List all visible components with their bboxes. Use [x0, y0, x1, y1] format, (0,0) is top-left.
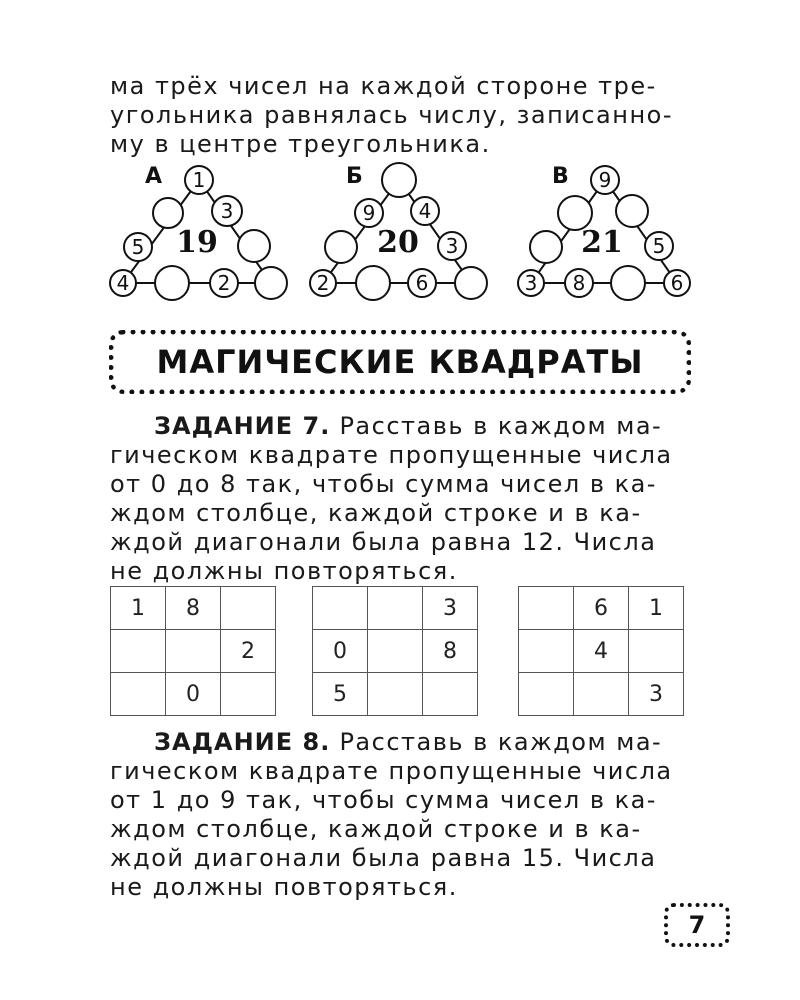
square-cell[interactable] [111, 630, 166, 673]
table-row [313, 673, 478, 716]
task8-first-line [110, 728, 690, 757]
square-cell[interactable]: 6 [574, 587, 629, 630]
square-cell[interactable] [519, 673, 574, 716]
task8-line: от 1 до 9 так, чтобы сумма чисел в ка- [110, 786, 657, 814]
triangle-label: Б [346, 164, 363, 189]
svg-text:4: 4 [418, 199, 432, 223]
task8-label: ЗАДАНИЕ 8. [154, 728, 331, 756]
triangle-label: В [552, 164, 569, 189]
table-row [111, 673, 276, 716]
page-number: 7 [688, 911, 706, 939]
svg-text:2: 2 [217, 271, 231, 295]
circle-slot[interactable] [355, 199, 383, 227]
triangle-b [310, 163, 487, 300]
square-cell[interactable] [629, 630, 684, 673]
section-heading-box [109, 330, 691, 394]
svg-text:2: 2 [316, 271, 330, 295]
svg-text:6: 6 [415, 271, 429, 295]
task7-label: ЗАДАНИЕ 7. [154, 412, 331, 440]
task7-line: не должны повторяться. [110, 557, 458, 585]
intro-line: му в центре треугольника. [110, 130, 491, 158]
triangle-sum: 21 [581, 225, 623, 260]
square-cell[interactable] [221, 587, 276, 630]
circle-slot[interactable] [212, 196, 242, 226]
circle-slot[interactable] [530, 231, 562, 263]
square-cell[interactable] [368, 673, 423, 716]
task7-line: ждой диагонали была равна 12. Числа [110, 528, 657, 556]
square-cell[interactable]: 0 [166, 673, 221, 716]
svg-text:5: 5 [652, 234, 666, 258]
magic-square-3 [518, 586, 684, 716]
circle-slot[interactable] [616, 195, 648, 227]
square-cell[interactable]: 3 [423, 587, 478, 630]
square-cell[interactable]: 1 [111, 587, 166, 630]
page-number-box [664, 903, 730, 947]
circle-slot[interactable] [438, 232, 466, 260]
square-cell[interactable]: 4 [574, 630, 629, 673]
svg-text:4: 4 [116, 271, 130, 295]
triangles-figure [0, 0, 800, 320]
square-cell[interactable] [519, 630, 574, 673]
task7-line: от 0 до 8 так, чтобы сумма чисел в ка- [110, 470, 657, 498]
square-cell[interactable]: 0 [313, 630, 368, 673]
square-cell[interactable]: 8 [166, 587, 221, 630]
circle-slot[interactable] [664, 270, 690, 296]
table-row [313, 630, 478, 673]
square-cell[interactable] [313, 587, 368, 630]
triangle-sum: 20 [377, 225, 419, 260]
task7-line: ждом столбце, каждой строке и в ка- [110, 499, 642, 527]
task7-paragraph [110, 412, 690, 586]
task8-first-line-text: Расставь в каждом ма- [330, 728, 663, 756]
intro-line: ма трёх чисел на каждой стороне тре- [110, 72, 657, 100]
square-cell[interactable]: 3 [629, 673, 684, 716]
task8-line: ждой диагонали была равна 15. Числа [110, 844, 657, 872]
circle-slot[interactable] [408, 269, 436, 297]
circle-slot[interactable] [356, 266, 390, 300]
circle-slot[interactable] [110, 270, 136, 296]
svg-text:3: 3 [220, 199, 234, 223]
circle-slot[interactable] [611, 266, 645, 300]
table-row [111, 630, 276, 673]
circle-slot[interactable] [155, 266, 189, 300]
triangle-v [518, 164, 690, 300]
svg-text:9: 9 [362, 201, 376, 225]
circle-slot[interactable] [411, 197, 439, 225]
square-cell[interactable] [519, 587, 574, 630]
square-cell[interactable] [166, 630, 221, 673]
table-row [519, 673, 684, 716]
svg-text:3: 3 [524, 271, 538, 295]
svg-text:6: 6 [670, 271, 684, 295]
circle-slot[interactable] [325, 231, 357, 263]
circle-slot[interactable] [185, 166, 213, 194]
circle-slot[interactable] [382, 163, 416, 197]
triangle-label: А [145, 164, 163, 189]
svg-text:3: 3 [445, 234, 459, 258]
task7-first-line [110, 412, 690, 441]
magic-square-1 [110, 586, 276, 716]
circle-slot[interactable] [310, 270, 336, 296]
task8-line: гическом квадрате пропущенные числа [110, 757, 673, 785]
svg-text:1: 1 [192, 168, 206, 192]
square-cell[interactable] [221, 673, 276, 716]
magic-square-2 [312, 586, 478, 716]
circle-slot[interactable] [518, 270, 544, 296]
circle-slot[interactable] [591, 166, 619, 194]
task7-line: гическом квадрате пропущенные числа [110, 441, 673, 469]
circle-slot[interactable] [558, 196, 592, 230]
table-row [519, 630, 684, 673]
triangle-sum: 19 [176, 225, 218, 260]
circle-slot[interactable] [455, 267, 487, 299]
circle-slot[interactable] [210, 269, 238, 297]
table-row [519, 587, 684, 630]
svg-text:9: 9 [598, 168, 612, 192]
circle-slot[interactable] [565, 269, 593, 297]
square-cell[interactable]: 1 [629, 587, 684, 630]
svg-text:8: 8 [572, 271, 586, 295]
square-cell[interactable] [574, 673, 629, 716]
square-cell[interactable] [423, 673, 478, 716]
intro-line: угольника равнялась числу, записанно- [110, 101, 673, 129]
svg-text:5: 5 [131, 235, 145, 259]
table-row [111, 587, 276, 630]
circle-slot[interactable] [238, 230, 270, 262]
circle-slot[interactable] [124, 233, 152, 261]
circle-slot[interactable] [153, 198, 183, 228]
square-cell[interactable] [111, 673, 166, 716]
square-cell[interactable] [368, 630, 423, 673]
task7-first-line-text: Расставь в каждом ма- [330, 412, 663, 440]
task8-line: ждом столбце, каждой строке и в ка- [110, 815, 642, 843]
section-heading: МАГИЧЕСКИЕ КВАДРАТЫ [156, 343, 644, 381]
square-cell[interactable] [368, 587, 423, 630]
square-cell[interactable]: 2 [221, 630, 276, 673]
circle-slot[interactable] [645, 232, 673, 260]
triangle-a [110, 164, 287, 300]
circle-slot[interactable] [255, 267, 287, 299]
task8-line: не должны повторяться. [110, 873, 458, 901]
table-row [313, 587, 478, 630]
square-cell[interactable]: 5 [313, 673, 368, 716]
square-cell[interactable]: 8 [423, 630, 478, 673]
task8-paragraph [110, 728, 690, 902]
